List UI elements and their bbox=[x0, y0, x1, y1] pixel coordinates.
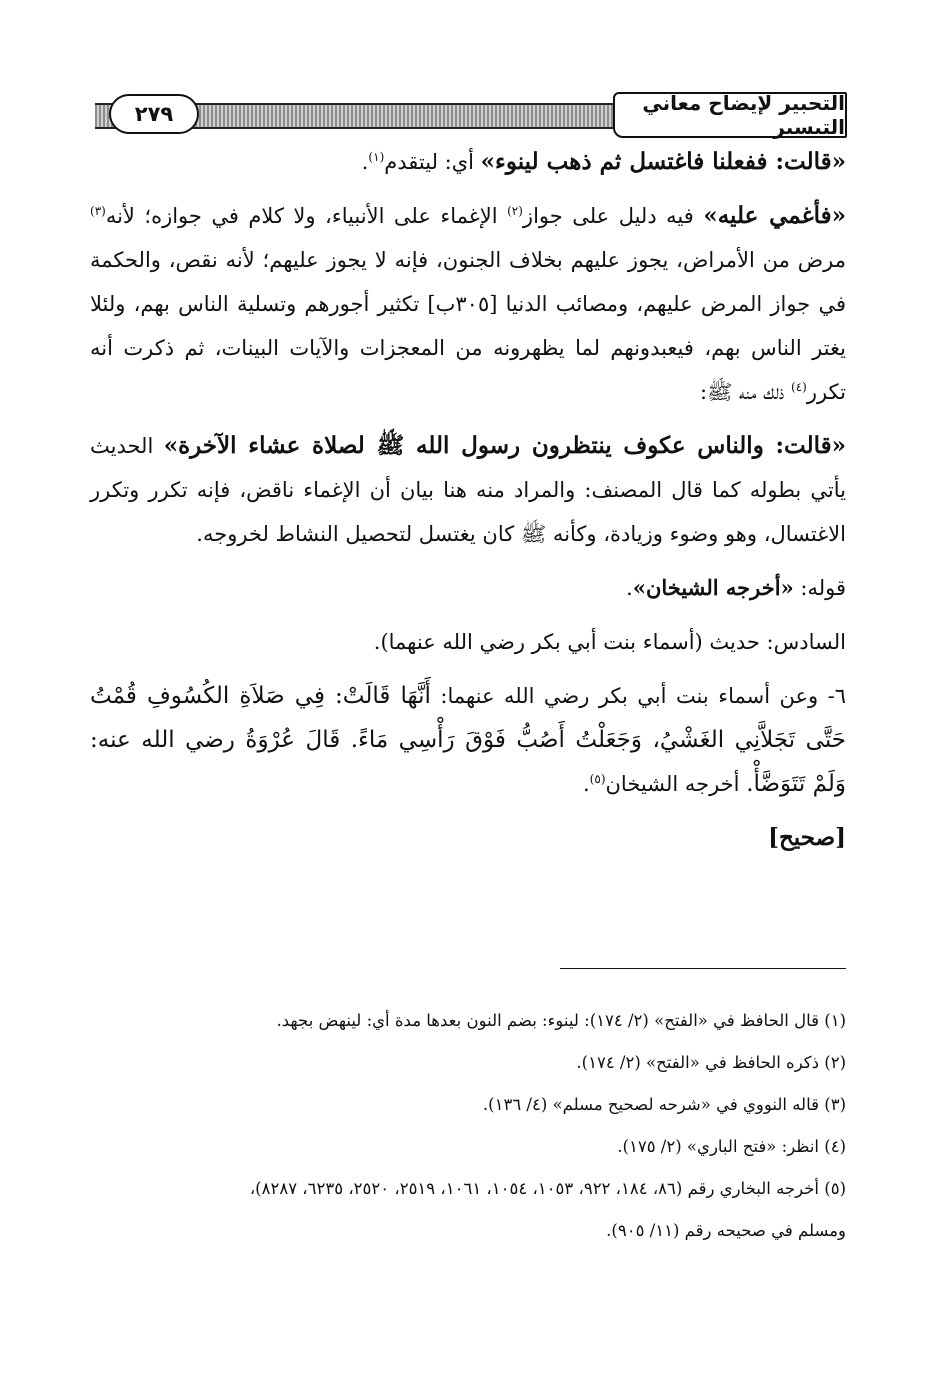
hadith-text: أَنَّهَا قَالَتْ: فِي صَلاَةِ الكُسُوفِ قُمْتُ حَتَّى تَجَلاَّنِي الغَشْيُ، وَجَعَلْتُ أَصُبُّ فَوْقَ رَأْسِي مَاءً. قَالَ عُرْوَةُ رضي الله عنه: وَلَمْ تَتَوَضَّأْ. bbox=[90, 683, 846, 797]
book-title: التحبير لإيضاح معاني التيسير bbox=[613, 92, 847, 138]
page-number: ٢٧٩ bbox=[109, 94, 199, 134]
footnote-item: (٣) قاله النووي في «شرحه لصحيح مسلم» (٤/ ١٣٦). bbox=[482, 1095, 846, 1114]
text-run: الإغماء على الأنبياء، ولا كلام في جوازه؛ لأنه bbox=[105, 204, 508, 228]
paragraph-3 bbox=[90, 424, 846, 556]
footnote-item: ومسلم في صحيحه رقم (١١/ ٩٠٥). bbox=[606, 1221, 846, 1240]
text-run: . bbox=[582, 772, 590, 796]
text-run: ذلك منه ﷺ: bbox=[699, 380, 791, 404]
text-run: قوله: bbox=[793, 576, 846, 600]
footnote-ref[interactable]: (٢) bbox=[507, 204, 523, 218]
paragraph-5: السادس: حديث (أسماء بنت أبي بكر رضي الله عنهما). bbox=[373, 630, 846, 654]
quote-text: «قالت: ففعلنا فاغتسل ثم ذهب لينوء» bbox=[480, 148, 846, 175]
footnote-item: (٤) انظر: «فتح الباري» (٢/ ١٧٥). bbox=[617, 1137, 846, 1156]
footnotes bbox=[90, 1000, 846, 1252]
text-run: أخرجه الشيخان bbox=[605, 772, 747, 796]
paragraph-6 bbox=[90, 674, 846, 806]
footnote-ref[interactable]: (٣) bbox=[90, 204, 106, 218]
footnote-item: (٥) أخرجه البخاري رقم (٨٦، ١٨٤، ٩٢٢، ١٠٥٣، ١٠٥٤، ١٠٦١، ٢٥١٩، ٢٥٢٠، ٦٢٣٥، ٨٢٨٧)، bbox=[249, 1179, 846, 1198]
footnote-ref[interactable]: (١) bbox=[368, 150, 385, 164]
hadith-grade: [صحيح] bbox=[768, 824, 846, 851]
main-text bbox=[90, 140, 846, 870]
quote-text: «أخرجه الشيخان» bbox=[632, 575, 794, 600]
quote-text: «فأغمي عليه» bbox=[703, 202, 846, 229]
paragraph-4 bbox=[90, 566, 846, 610]
text-run: فيه دليل على جواز bbox=[522, 204, 704, 228]
footnote-ref[interactable]: (٤) bbox=[791, 380, 807, 394]
footnote-ref[interactable]: (٥) bbox=[589, 772, 606, 786]
page-header bbox=[95, 92, 847, 138]
footnote-item: (٢) ذكره الحافظ في «الفتح» (٢/ ١٧٤). bbox=[576, 1053, 846, 1072]
text-run: أي: ليتقدم bbox=[384, 150, 481, 174]
text-run: مرض من الأمراض، يجوز عليهم بخلاف الجنون، فإنه لا يجوز عليهم؛ لأنه نقص، والحكمة في جواز المرض عليهم، ومصائب الدنيا [٣٠٥ب] تكثير أجورهم وتسلية الناس بهم، ولئلا يغتر الناس بهم، فيعبدونهم لما يظهرونه من المعجزات والآيات البينات، ثم ذكرت أنه تكرر bbox=[90, 248, 846, 404]
footnote-item: (١) قال الحافظ في «الفتح» (٢/ ١٧٤): لينوء: بضم النون بعدها مدة أي: لينهض بجهد. bbox=[276, 1011, 846, 1030]
text-run: الحديث يأتي بطوله كما قال المصنف: والمراد منه هنا بيان أن الإغماء ناقض، فإنه تكرر وتكرر الاغتسال، وهو وضوء وزيادة، وكأنه ﷺ كان يغتسل لتحصيل النشاط لخروجه. bbox=[90, 434, 846, 546]
text-run: . bbox=[626, 576, 633, 600]
text-run: ٦- وعن أسماء بنت أبي بكر رضي الله عنهما: bbox=[430, 684, 846, 708]
paragraph-2 bbox=[90, 194, 846, 414]
text-run: . bbox=[361, 150, 369, 174]
paragraph-1 bbox=[90, 140, 846, 184]
quote-text: «قالت: والناس عكوف ينتظرون رسول الله ﷺ لصلاة عشاء الآخرة» bbox=[163, 432, 846, 459]
footnote-separator bbox=[560, 968, 846, 969]
